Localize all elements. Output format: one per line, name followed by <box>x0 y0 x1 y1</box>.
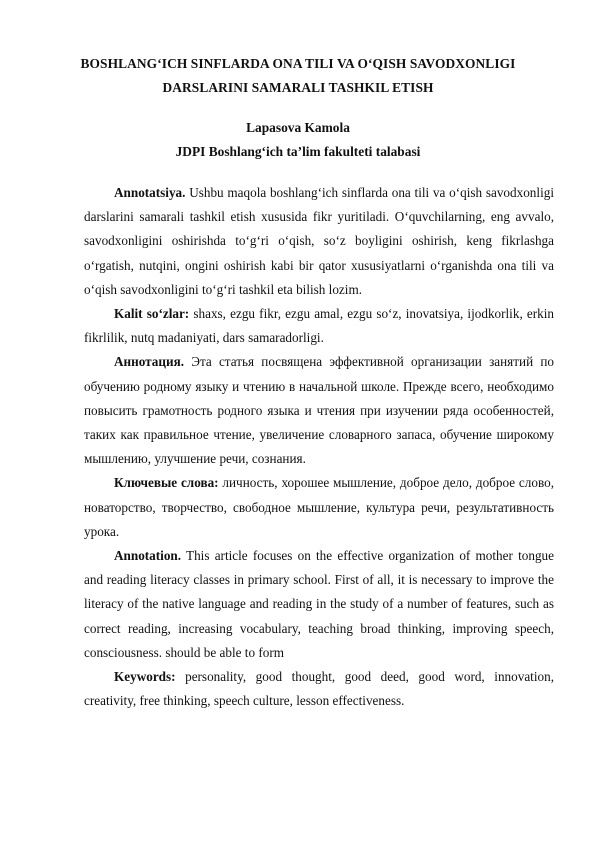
section-text: personality, good thought, good deed, good word, innovation, creativity, free thinking, speech culture, lesson effectiveness. <box>84 669 554 709</box>
section-text: shaxs, ezgu fikr, ezgu amal, ezgu so‘z, inovatsiya, ijodkorlik, erkin fikrlilik, nutq madaniyati, dars samaradorligi. <box>84 306 554 346</box>
section-label: Ключевые слова: <box>114 475 219 491</box>
article-body <box>84 181 554 713</box>
section-text: Ushbu maqola boshlang‘ich sinflarda ona tili va o‘qish savodxonligi darslarini samarali tashkil etish xususida fikr yuritiladi. O‘quvchilarning, eng avvalo, savodxonligini oshirishda to‘g‘ri o‘qish, so‘z boyligini oshirish, keng fikrlashga o‘rgatish, nutqini, ongini oshirish kabi bir qator xususiyatlarni o‘rganishda ona tili va o‘qish savodxonligini to‘g‘ri tashkil eta bilish lozim. <box>84 185 554 297</box>
section-label: Keywords: <box>114 669 176 685</box>
section-text: This article focuses on the effective organization of mother tongue and reading literacy classes in primary school. First of all, it is necessary to improve the literacy of the native language and reading in the study of a number of features, such as correct reading, increasing vocabulary, teaching broad thinking, improving speech, consciousness. should be able to form <box>84 548 554 660</box>
section-text: личность, хорошее мышление, доброе дело, доброе слово, новаторство, творчество, свободное мышление, культура речи, результативность урока. <box>84 475 554 539</box>
author-block <box>80 116 516 164</box>
keywords-uz <box>84 302 554 350</box>
keywords-ru <box>84 471 554 544</box>
article-title <box>80 52 516 100</box>
keywords-en <box>84 665 554 713</box>
annotation-uz <box>84 181 554 302</box>
author-affiliation: JDPI Boshlang‘ich ta’lim fakulteti talabasi <box>175 144 421 159</box>
section-text: Эта статья посвящена эффективной организации занятий по обучению родному языку и чтению в начальной школе. Прежде всего, необходимо повысить грамотность родного языка и чтения при изучении ряда особенностей, таких как правильное чтение, увеличение словарного запаса, обучение широкому мышлению, улучшение речи, сознания. <box>84 354 554 467</box>
section-label: Аннотация. <box>114 354 185 370</box>
annotation-en <box>84 544 554 665</box>
section-label: Annotatsiya. <box>114 185 186 200</box>
annotation-ru <box>84 350 554 471</box>
section-label: Annotation. <box>114 548 182 564</box>
title-line-1: BOSHLANG‘ICH SINFLARDA ONA TILI VA O‘QISH SAVODXONLIGI <box>80 56 516 71</box>
author-name: Lapasova Kamola <box>246 120 350 135</box>
title-line-2: DARSLARINI SAMARALI TASHKIL ETISH <box>162 80 434 95</box>
section-label: Kalit so‘zlar: <box>114 306 190 322</box>
